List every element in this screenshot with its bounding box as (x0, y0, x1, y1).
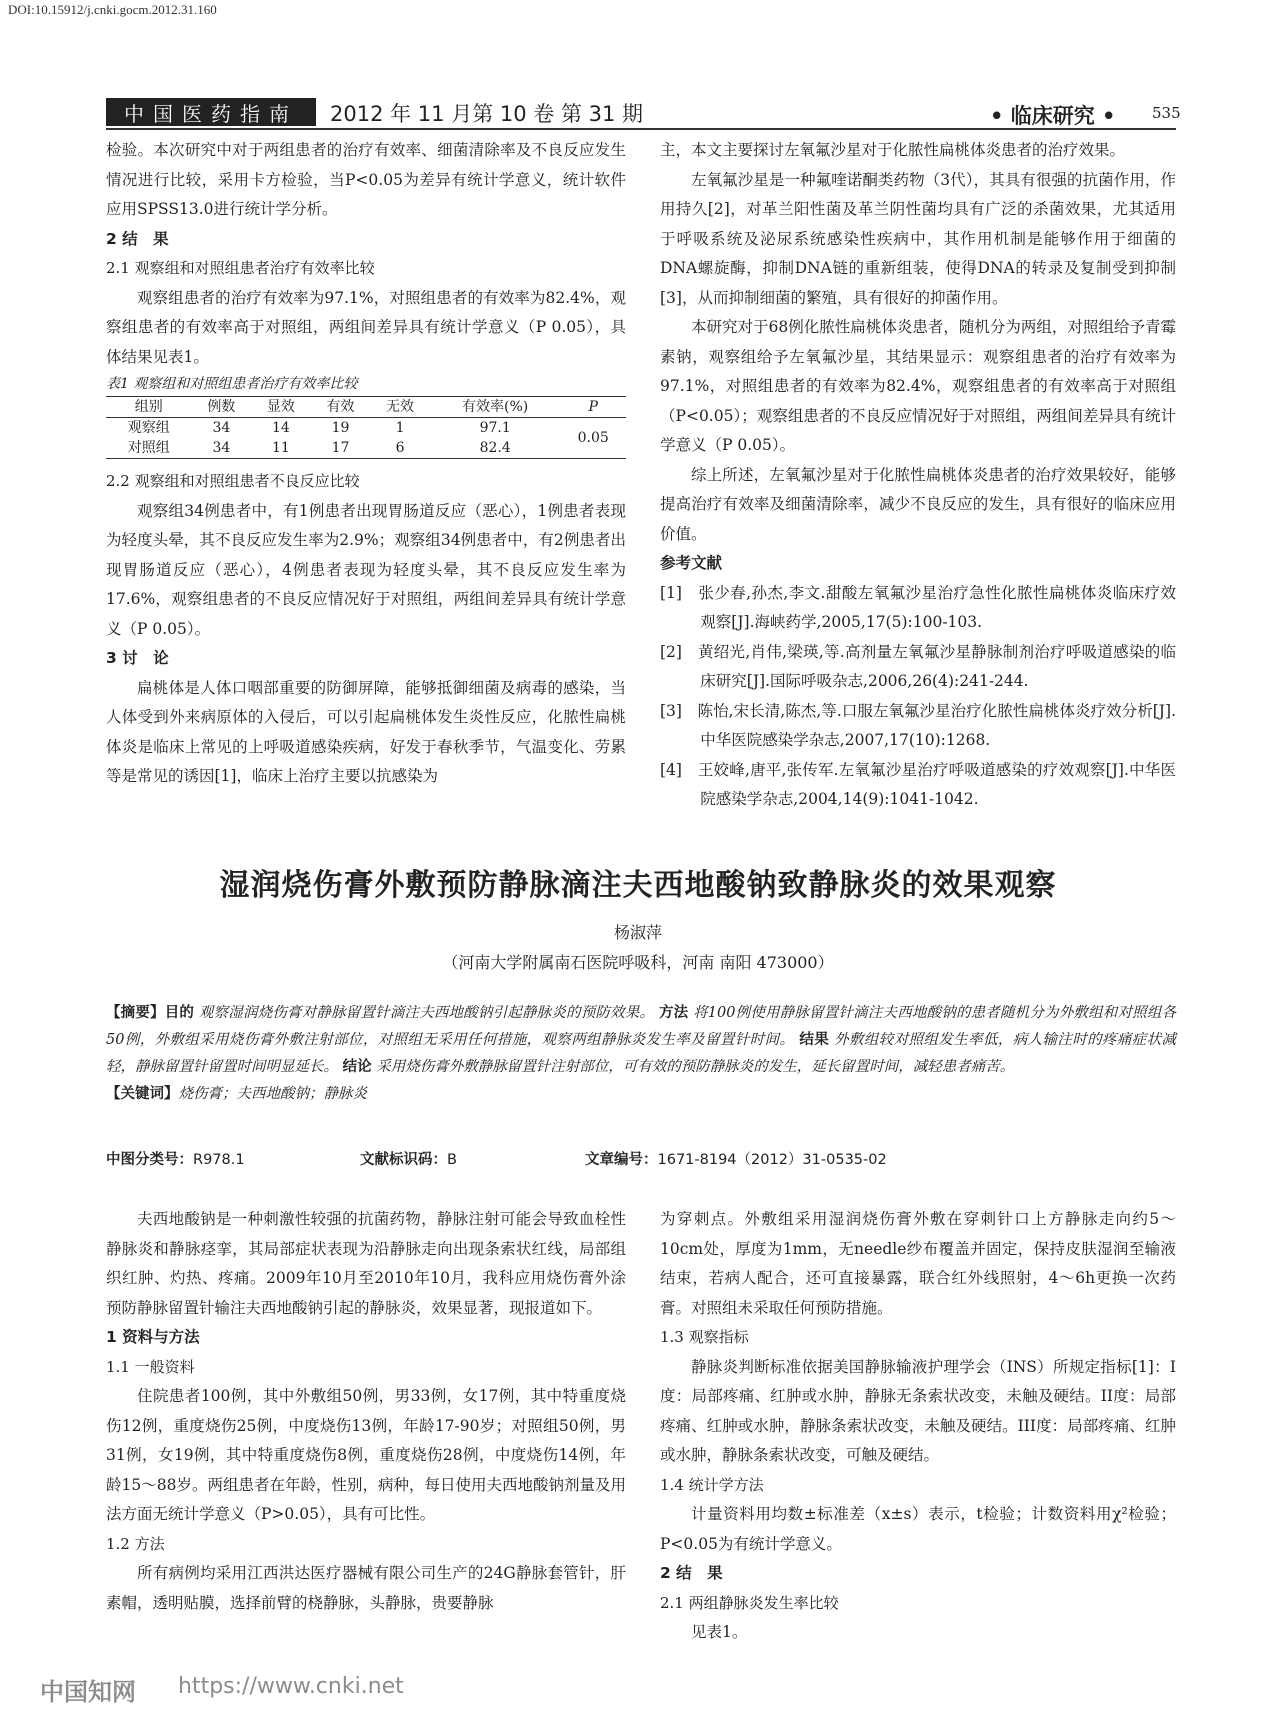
document-code (360, 1148, 457, 1169)
cnki-url[interactable]: https://www.cnki.net (178, 1674, 404, 1699)
table-cell: 6 (395, 440, 405, 456)
results-table (106, 396, 626, 459)
table-caption: 表1 观察组和对照组患者治疗有效率比较 (106, 376, 358, 392)
table-cell: 34 (212, 420, 231, 436)
abstract-aim: 观察湿润烧伤膏对静脉留置针滴注夫西地酸钠引起静脉炎的预防效果。 (198, 1005, 655, 1021)
paragraph: 所有病例均采用江西洪达医疗器械有限公司生产的24G静脉套管针，肝素帽，透明贴膜，选择前臂的桡静脉，头静脉，贵要静脉 (106, 1564, 626, 1612)
art-label: 文章编号： (585, 1152, 658, 1168)
article-number (585, 1148, 887, 1169)
table-header: 有效率(%) (462, 399, 529, 415)
reference-item: [3] 陈怡,宋长清,陈杰,等.口服左氧氟沙星治疗化脓性扁桃体炎疗效分析[J].中华医院感染学杂志,2007,17(10):1268. (660, 701, 1176, 749)
table-header: P (588, 399, 598, 415)
conclusion-label: 结论 (342, 1059, 372, 1075)
subsection-heading: 2.2 观察组和对照组患者不良反应比较 (106, 472, 360, 490)
section-heading: 2 结 果 (106, 229, 169, 248)
paragraph: 观察组34例患者中，有1例患者出现胃肠道反应（恶心），1例患者表现为轻度头晕，其不良反应发生率为2.9%；观察组34例患者中，有2例患者出现胃肠道反应（恶心），4例患者表现为轻度头晕，其不良反应发生率为17.6%，观察组患者的不良反应情况好于对照组，两组间差异具有统计学意义（P 0.05）。 (106, 501, 626, 638)
table-cell: 对照组 (127, 440, 170, 456)
paragraph: 扁桃体是人体口咽部重要的防御屏障，能够抵御细菌及病毒的感染，当人体受到外来病原体的入侵后，可以引起扁桃体发生炎性反应，化脓性扁桃体炎是临床上常见的上呼吸道感染疾病，好发于春秋季节，气温变化、劳累等是常见的诱因[1]，临床上治疗主要以抗感染为 (106, 678, 626, 785)
references-heading: 参考文献 (660, 554, 723, 572)
doc-value: B (447, 1152, 457, 1168)
table-cell: 11 (272, 440, 290, 456)
table-header: 无效 (386, 399, 415, 415)
issue-info: 2012 年 11 月第 10 卷 第 31 期 (330, 102, 644, 126)
table-header: 组别 (134, 399, 163, 415)
paragraph: 综上所述，左氧氟沙星对于化脓性扁桃体炎患者的治疗效果较好，能够提高治疗有效率及细菌清除率，减少不良反应的发生，具有很好的临床应用价值。 (660, 465, 1176, 543)
paragraph: 本研究对于68例化脓性扁桃体炎患者，随机分为两组，对照组给予青霉素钠，观察组给予左氧氟沙星，其结果显示：观察组患者的治疗有效率为97.1%，对照组患者的有效率为82.4%，观察组患者的有效率高于对照组（P<0.05）；观察组患者的不良反应情况好于对照组，两组间差异具有统计学意义（P 0.05）。 (660, 318, 1176, 454)
table-row (106, 418, 626, 439)
table-cell: 1 (395, 420, 405, 436)
paragraph: 为穿刺点。外敷组采用湿润烧伤膏外敷在穿刺针口上方静脉走向约5～10cm处，厚度为1mm，无needle纱布覆盖并固定，保持皮肤湿润至输液结束，若病人配合，还可直接暴露，联合红外线照射，4～6h更换一次药膏。对照组未采取任何预防措施。 (660, 1210, 1176, 1317)
table-cell: 14 (272, 420, 290, 436)
reference-item: [1] 张少春,孙杰,李文.甜酸左氧氟沙星治疗急性化脓性扁桃体炎临床疗效观察[J].海峡药学,2005,17(5):100-103. (660, 583, 1176, 631)
article-title: 湿润烧伤膏外敷预防静脉滴注夫西地酸钠致静脉炎的效果观察 (219, 868, 1057, 903)
header-rule (106, 128, 1176, 130)
cnki-logo: 中国知网 (40, 1678, 136, 1706)
table-cell: 97.1 (479, 420, 511, 436)
paragraph: 左氧氟沙星是一种氟喹诺酮类药物（3代），其具有很强的抗菌作用，作用持久[2]，对革兰阳性菌及革兰阴性菌均具有广泛的杀菌效果，尤其适用于呼吸系统及泌尿系统感染性疾病中，其作用机制是能够作用于细菌的DNA螺旋酶，抑制DNA链的重新组装，使得DNA的转录及复制受到抑制[3]，从而抑制细菌的繁殖，具有很好的抑菌作用。 (660, 170, 1176, 307)
table-cell: 17 (331, 440, 350, 456)
abstract-label: 【摘要】 (106, 1005, 165, 1021)
article-left-column (106, 1205, 626, 1618)
reference-item: [4] 王姣峰,唐平,张传军.左氧氟沙星治疗呼吸道感染的疗效观察[J].中华医院感染学杂志,2004,14(9):1041-1042. (660, 760, 1176, 808)
classification-number (106, 1148, 245, 1169)
section-heading: 2 结 果 (660, 1564, 723, 1582)
method-label: 方法 (658, 1005, 689, 1021)
cls-value: R978.1 (193, 1152, 245, 1168)
art-value: 1671-8194（2012）31-0535-02 (657, 1152, 887, 1168)
paragraph: 住院患者100例，其中外敷组50例，男33例，女17例，其中特重度烧伤12例，重度烧伤25例，中度烧伤13例，年龄17-90岁；对照组50例，男31例，女19例，其中特重度烧伤8例，重度烧伤28例，中度烧伤14例，年龄15～88岁。两组患者在年龄，性别，病种，每日使用夫西地酸钠剂量及用法方面无统计学意义（P>0.05），具有可比性。 (106, 1387, 626, 1523)
paragraph: 主，本文主要探讨左氧氟沙星对于化脓性扁桃体炎患者的治疗效果。 (660, 141, 1126, 159)
table-cell: 34 (212, 440, 231, 456)
abstract-block (106, 1000, 1176, 1108)
paragraph: 夫西地酸钠是一种刺激性较强的抗菌药物，静脉注射可能会导致血栓性静脉炎和静脉痉挛，其局部症状表现为沿静脉走向出现条索状红线，局部组织红肿、灼热、疼痛。2009年10月至2010年10月，我科应用烧伤膏外涂预防静脉留置针输注夫西地酸钠引起的静脉炎，效果显著，现报道如下。 (106, 1210, 626, 1317)
paragraph: 见表1。 (691, 1623, 748, 1641)
doi-label: DOI:10.15912/j.cnki.gocm.2012.31.160 (8, 2, 217, 17)
subsection-heading: 2.1 两组静脉炎发生率比较 (660, 1593, 839, 1612)
page-number: 535 (1152, 104, 1181, 122)
table-cell: 观察组 (127, 420, 170, 436)
table-header: 例数 (207, 399, 236, 415)
section-heading: 3 讨 论 (106, 649, 169, 667)
prev-left-column (106, 136, 626, 792)
table-row (106, 438, 626, 459)
reference-item: [2] 黄绍光,肖伟,梁瑛,等.高剂量左氧氟沙星静脉制剂治疗呼吸道感染的临床研究[J].国际呼吸杂志,2006,26(4):241-244. (660, 642, 1176, 690)
abstract-result: 外敷组较对照组发生率低，病人输注时的疼痛症状减轻，静脉留置针留置时间明显延长。 (106, 1032, 1177, 1075)
journal-name: 中国医药指南 (106, 98, 316, 126)
result-label: 结果 (799, 1032, 830, 1048)
table-cell: 0.05 (577, 430, 609, 446)
table-header: 有效 (326, 399, 355, 415)
article-author: 杨淑萍 (613, 923, 662, 942)
section-heading: 1 资料与方法 (106, 1328, 200, 1346)
keywords: 烧伤膏；夫西地酸钠；静脉炎 (178, 1086, 367, 1102)
abstract-method: 将100例使用静脉留置针滴注夫西地酸钠的患者随机分为外敷组和对照组各50例，外敷组采用烧伤膏外敷注射部位，对照组无采用任何措施，观察两组静脉炎发生率及留置针时间。 (106, 1005, 1177, 1048)
keywords-label: 【关键词】 (106, 1086, 179, 1102)
subsection-heading: 1.4 统计学方法 (660, 1475, 764, 1494)
subsection-heading: 1.1 一般资料 (106, 1357, 195, 1376)
subsection-heading: 2.1 观察组和对照组患者治疗有效率比较 (106, 259, 375, 277)
section-name: • 临床研究 • (990, 104, 1116, 128)
doc-label: 文献标识码： (360, 1152, 447, 1168)
paragraph: 检验。本次研究中对于两组患者的治疗有效率、细菌清除率及不良反应发生情况进行比较，采用卡方检验，当P<0.05为差异有统计学意义，统计软件应用SPSS13.0进行统计学分析。 (106, 141, 626, 218)
paragraph: 静脉炎判断标准依据美国静脉输液护理学会（INS）所规定指标[1]：I度：局部疼痛、红肿或水肿，静脉无条索状改变，未触及硬结。II度：局部疼痛、红肿或水肿，静脉条索状改变，未触及硬结。III度：局部疼痛、红肿或水肿，静脉条索状改变，可触及硬结。 (660, 1357, 1176, 1464)
article-affiliation: （河南大学附属南石医院呼吸科，河南 南阳 473000） (442, 953, 834, 972)
table-cell: 82.4 (479, 440, 511, 456)
paragraph: 计量资料用均数±标准差（x±s）表示，t检验；计数资料用χ²检验；P<0.05为有统计学意义。 (660, 1505, 1176, 1553)
table-header: 显效 (266, 399, 295, 415)
subsection-heading: 1.3 观察指标 (660, 1328, 749, 1346)
abstract-conclusion: 采用烧伤膏外敷静脉留置针注射部位，可有效的预防静脉炎的发生，延长留置时间，减轻患者痛苦。 (376, 1059, 1015, 1075)
prev-right-column (660, 136, 1176, 815)
aim-label: 目的 (164, 1005, 195, 1021)
cls-label: 中图分类号： (106, 1152, 193, 1168)
table-cell: 19 (331, 420, 350, 436)
article-right-column (660, 1205, 1176, 1648)
paragraph: 观察组患者的治疗有效率为97.1%，对照组患者的有效率为82.4%，观察组患者的有效率高于对照组，两组间差异具有统计学意义（P 0.05），具体结果见表1。 (106, 288, 626, 366)
subsection-heading: 1.2 方法 (106, 1534, 165, 1553)
